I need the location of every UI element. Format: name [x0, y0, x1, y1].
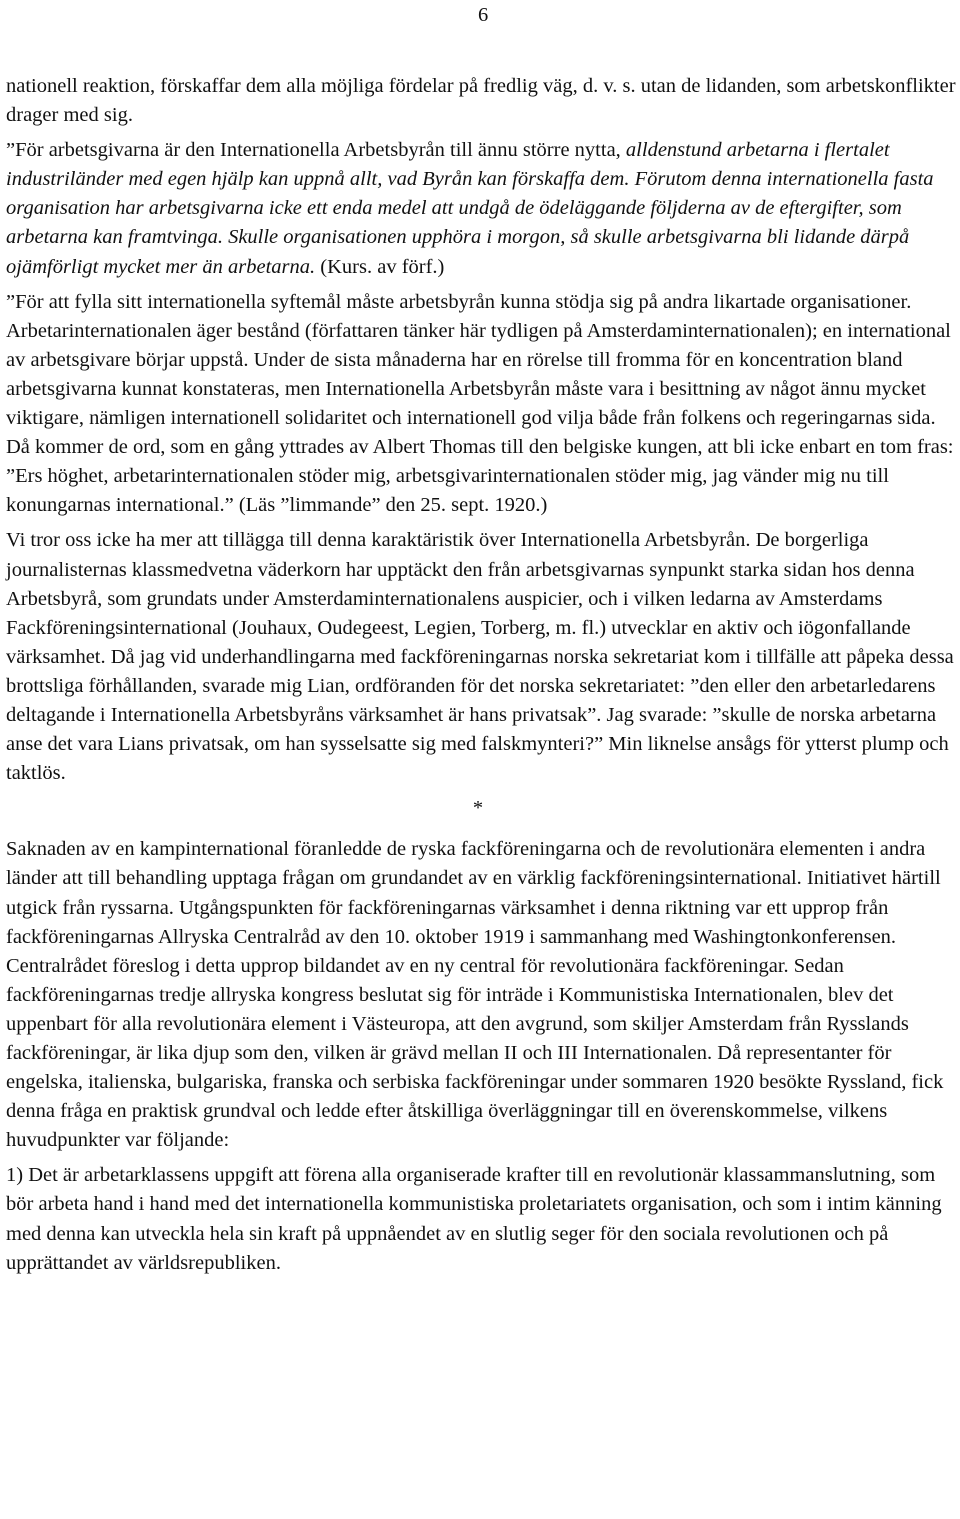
paragraph-text: nationell reaktion, förskaffar dem alla möjliga fördelar på fredlig väg, d. v. s. utan de lidanden, som arbetskonflikter drager med sig. — [6, 75, 956, 127]
paragraph-text: Saknaden av en kampinternational föranledde de ryska fackföreningarna och de revolutionära elementen i andra länder att till behandling upptaga frågan om grundandet av en värklig fackföreningsinternational. Initiativet härtill utgick från ryssarna. Utgångspunkten för fackföreningarnas värksamhet i denna riktning var ett upprop från fackföreningarnas Allryska Centralråd av den 10. oktober 1919 i sammanhang med Washingtonkonferensen. Centralrådet föreslog i detta upprop bildandet av en ny central för revolutionära fackföreningar. Sedan fackföreningarnas tredje allryska kongress beslutat sig för inträde i Kommunistiska Internationalen, blev det uppenbart för alla revolutionära element i Västeuropa, att den avgrund, som skiljer Amsterdam från Rysslands fackföreningar, är lika djup som den, vilken är grävd mellan II och III Internationalen. Då representanter för engelska, italienska, bulgariska, franska och serbiska fackföreningar under sommaren 1920 besökte Ryssland, fick denna fråga en praktisk grundval och ledde efter åtskilliga överläggningar till en överenskommelse, vilkens huvudpunkter var följande: — [6, 838, 944, 1152]
body-text — [6, 72, 958, 1284]
paragraph-text: (Kurs. av förf.) — [315, 255, 445, 278]
section-separator: * — [472, 797, 484, 820]
paragraph — [6, 72, 958, 130]
paragraph-text: Vi tror oss icke ha mer att tillägga till denna karaktäristik över Internationella Arbetsbyrån. De borgerliga journalisternas klassmedvetna väderkorn har upptäckt den från arbetsgivarnas synpunkt starka sidan hos denna Arbetsbyrå, som grundats under Amsterdaminternationalens auspicier, och i vilken ledarna av Amsterdams Fackföreningsinternational (Jouhaux, Oudegeest, Legien, Torberg, m. fl.) utvecklar en aktiv och iögonfallande värksamhet. Då jag vid underhandlingarna med fackföreningarnas norska sekretariat kom i tillfälle att påpeka dessa brottsliga förhållanden, svarade mig Lian, ordföranden för det norska sekretariatet: ”den eller den arbetarledarens deltagande i Internationella Arbetsbyråns värksamhet är hans privatsak”. Jag svarade: ”skulle de norska arbetarna anse det vara Lians privatsak, om han sysselsatte sig med falskmynteri?” Min liknelse ansågs för ytterst plump och taktlös. — [6, 529, 954, 785]
paragraph — [6, 835, 958, 1155]
italic-emphasis: alldenstund arbetarna i flertalet industriländer med egen hjälp kan uppnå allt, vad Byrån kan förskaffa dem. Förutom denna internationella fasta organisation har arbetsgivarna icke ett enda medel att undgå de ödeläggande följderna av de eftergifter, som arbetarna kan framtvinga. Skulle organisationen upphöra i morgon, så skulle arbetsgivarna bli lidande därpå ojämförligt mycket mer än arbetarna. — [6, 139, 934, 278]
paragraph — [6, 526, 958, 788]
quote-paragraph — [6, 288, 958, 521]
paragraph-text: ”För arbetsgivarna är den Internationella Arbetsbyrån till ännu större nytta, — [6, 139, 626, 162]
list-paragraph — [6, 1161, 958, 1277]
paragraph-text: 1) Det är arbetarklassens uppgift att förena alla organiserade krafter till en revolutionär klassammanslutning, som bör arbeta hand i hand med det internationella kommunistiska proletariatets organisation, och som i intim känning med denna kan utveckla hela sin kraft på uppnåendet av en slutlig seger för den sociala revolutionen och på upprättandet av världsrepubliken. — [6, 1164, 942, 1274]
quote-paragraph — [6, 136, 958, 281]
page-number: 6 — [478, 4, 489, 26]
paragraph-text: ”För att fylla sitt internationella syftemål måste arbetsbyrån kunna stödja sig på andra likartade organisationer. Arbetarinternationalen äger bestånd (författaren tänker här tydligen på Amsterdaminternationalen); en international av arbetsgivare börjar uppstå. Under de sista månaderna har en rörelse till fromma för en koncentration bland arbetsgivarna kunnat konstateras, men Internationella Arbetsbyrån måste vara i besittning av något ännu mycket viktigare, nämligen internationell solidaritet och internationell god vilja både från folkens och regeringarnas sida. Då kommer de ord, som en gång yttrades av Albert Thomas till den belgiske kungen, att bli icke enbart en tom fras: ”Ers höghet, arbetarinternationalen stöder mig, arbetsgivarinternationalen stöder mig, jag vänder mig nu till konungarnas international.” (Läs ”limmande” den 25. sept. 1920.) — [6, 290, 954, 517]
